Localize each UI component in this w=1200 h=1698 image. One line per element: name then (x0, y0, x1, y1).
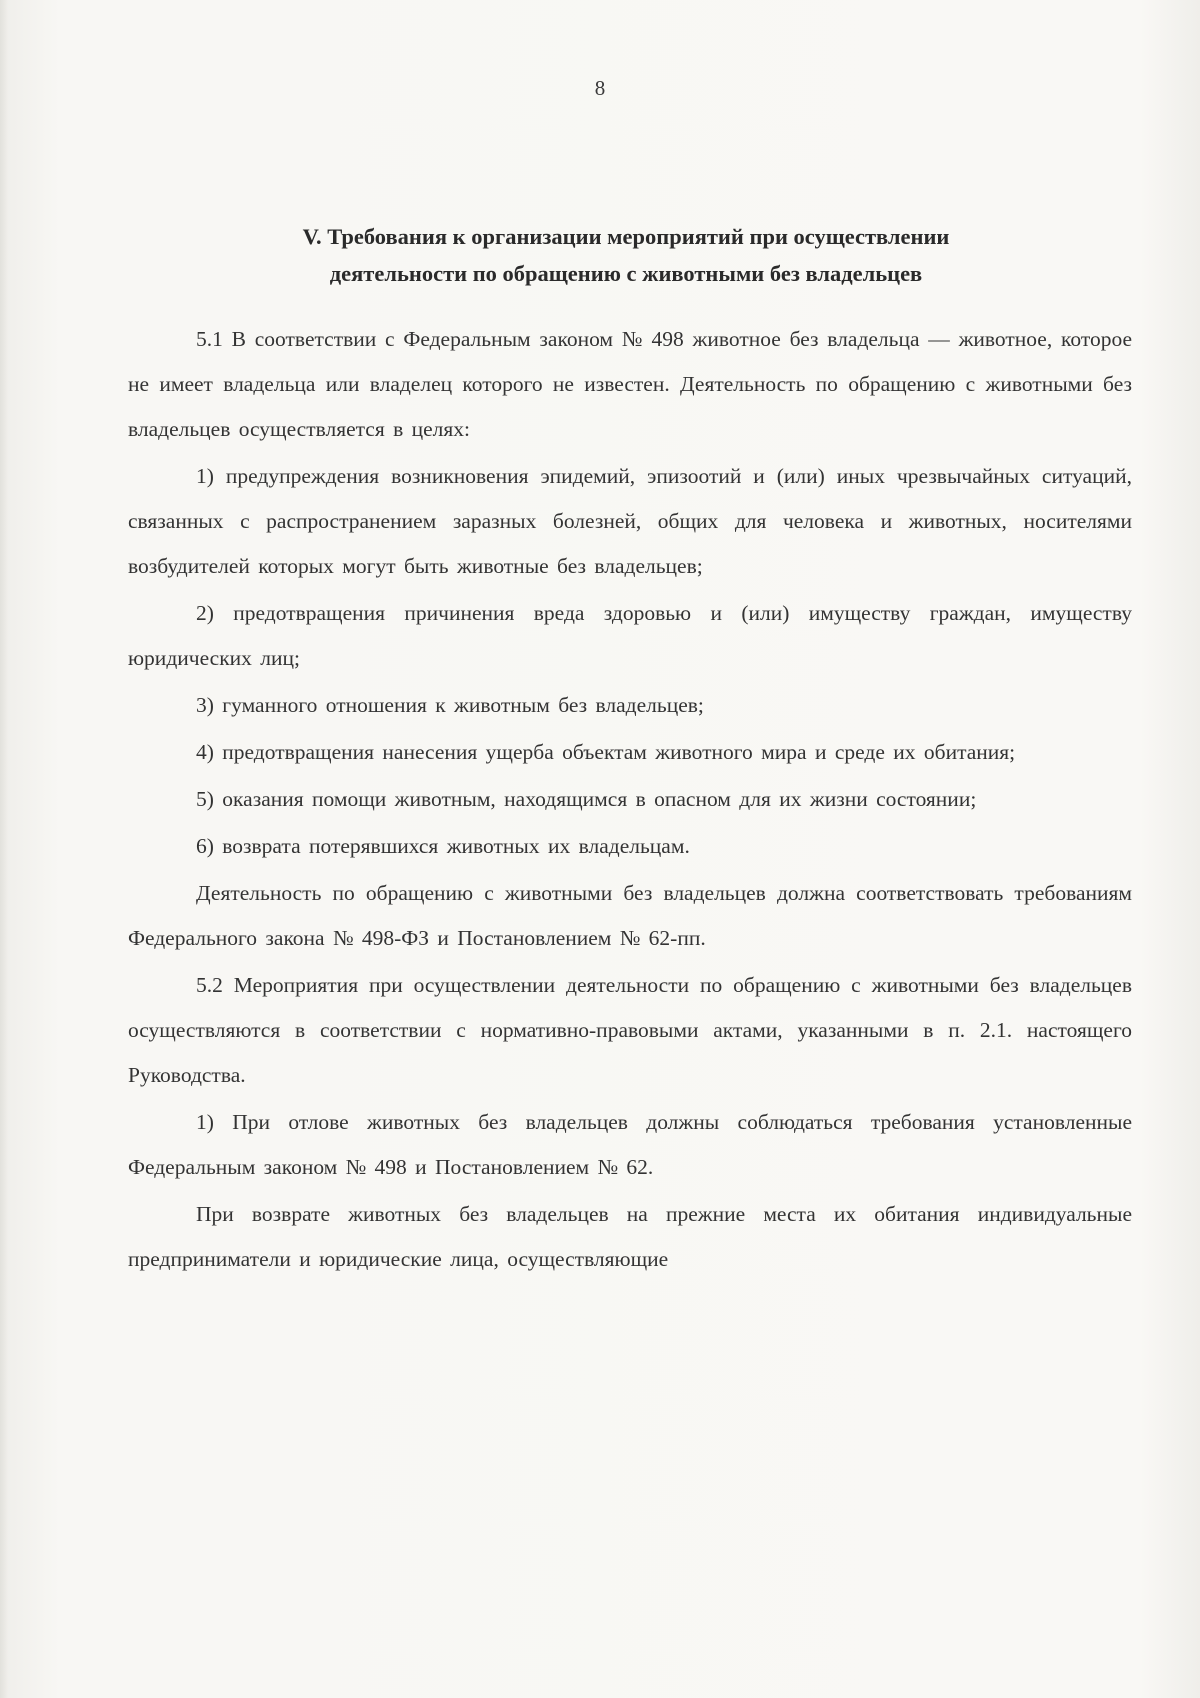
paragraph-5-2: 5.2 Мероприятия при осуществлении деятельности по обращению с животными без владельцев осуществляются в соответствии с нормативно-правовыми актами, указанными в п. 2.1. настоящего Руководства. (128, 973, 1132, 1087)
paragraph-5-1: 5.1 В соответствии с Федеральным законом № 498 животное без владельца — животное, которое не имеет владельца или владелец которого не известен. Деятельность по обращению с животными без владельцев осуществляется в целях: (128, 327, 1132, 441)
page-number: 8 (594, 76, 606, 100)
paragraph-return-to-habitat: При возврате животных без владельцев на прежние места их обитания индивидуальные предприниматели и юридические лица, осуществляющие (128, 1202, 1132, 1271)
section-heading (170, 218, 1082, 292)
document-body (128, 317, 1132, 1284)
list-item-6: 6) возврата потерявшихся животных их владельцам. (196, 834, 690, 858)
list-item-2: 2) предотвращения причинения вреда здоровью и (или) имуществу граждан, имуществу юридических лиц; (128, 601, 1132, 670)
scan-edge-shadow (0, 0, 8, 1698)
list-item-5: 5) оказания помощи животным, находящимся в опасном для их жизни состоянии; (196, 787, 977, 811)
list-item-1: 1) предупреждения возникновения эпидемий, эпизоотий и (или) иных чрезвычайных ситуаций, связанных с распространением заразных болезней, общих для человека и животных, носителями возбудителей которых могут быть животные без владельцев; (128, 464, 1132, 578)
paragraph-capture-requirements: 1) При отлове животных без владельцев должны соблюдаться требования установленные Федеральным законом № 498 и Постановлением № 62. (128, 1110, 1132, 1179)
list-item-3: 3) гуманного отношения к животным без владельцев; (196, 693, 704, 717)
section-heading-line-1: V. Требования к организации мероприятий при осуществлении (302, 224, 950, 249)
paragraph-compliance: Деятельность по обращению с животными без владельцев должна соответствовать требованиям Федерального закона № 498-ФЗ и Постановлением № 62-пп. (128, 881, 1132, 950)
section-heading-line-2: деятельности по обращению с животными без владельцев (329, 261, 923, 286)
list-item-4: 4) предотвращения нанесения ущерба объектам животного мира и среде их обитания; (196, 740, 1016, 764)
